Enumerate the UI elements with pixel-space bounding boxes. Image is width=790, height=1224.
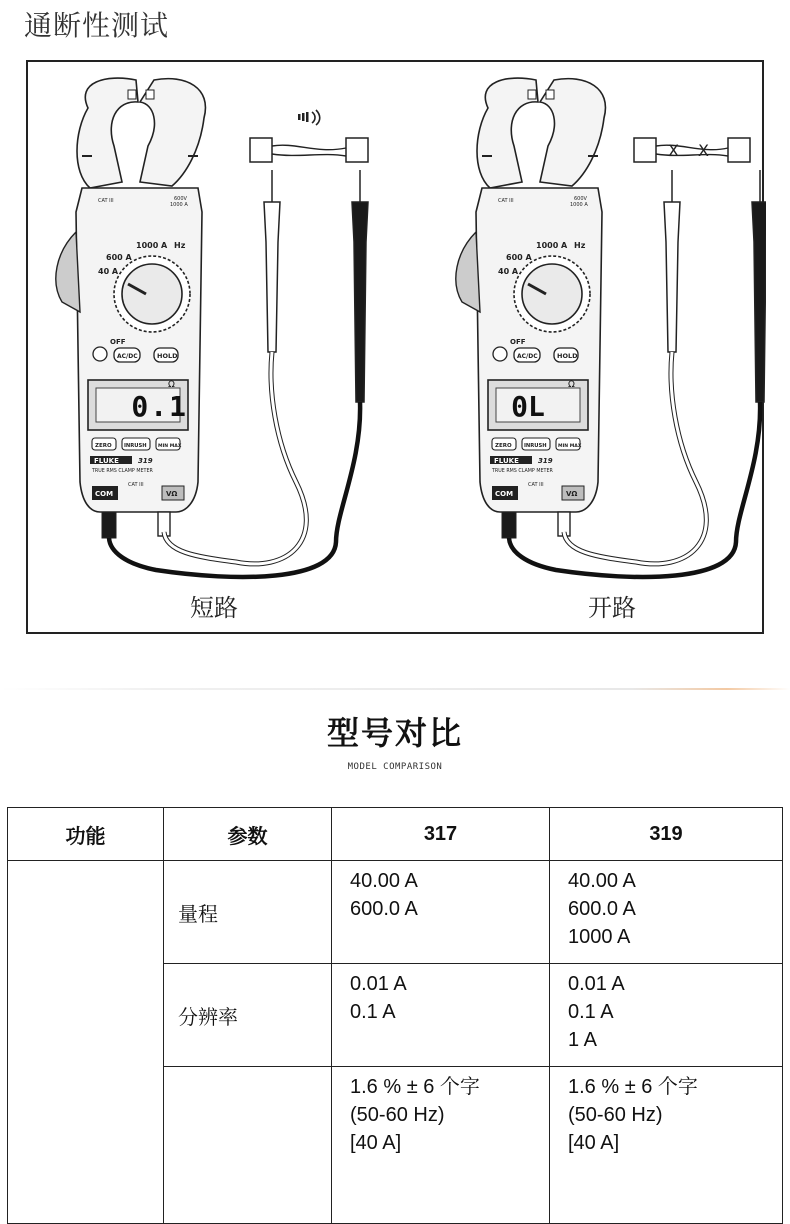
- function-cell: [8, 861, 164, 1224]
- value-line: 1000 A: [568, 926, 631, 948]
- lcd-unit-right: Ω: [568, 380, 575, 390]
- caption-open-circuit: 开路: [588, 594, 636, 622]
- value-line: 1.6 % ± 6 个字: [568, 1076, 698, 1098]
- continuity-diagram: [26, 60, 764, 634]
- value-line: 600.0 A: [568, 898, 636, 920]
- value-319-cell: [550, 1067, 783, 1224]
- param-cell: 量程: [164, 861, 332, 964]
- value-319-cell: [550, 861, 783, 964]
- value-317-cell: [332, 1067, 550, 1224]
- value-line: 0.01 A: [568, 973, 625, 995]
- section-title: 通断性测试: [24, 9, 170, 42]
- value-line: 0.1 A: [350, 1001, 396, 1023]
- value-line: (50-60 Hz): [350, 1104, 445, 1126]
- param-cell: 分辨率: [164, 964, 332, 1067]
- value-line: 1.6 % ± 6 个字: [350, 1076, 480, 1098]
- value-line: 0.01 A: [350, 973, 407, 995]
- lcd-reading-left: 0.1: [131, 390, 188, 423]
- value-line: [40 A]: [350, 1132, 402, 1154]
- value-line: 40.00 A: [350, 870, 418, 892]
- param-cell: [164, 1067, 332, 1224]
- value-317-cell: [332, 964, 550, 1067]
- value-317-cell: [332, 861, 550, 964]
- value-line: 40.00 A: [568, 870, 636, 892]
- header-parameter: 参数: [164, 808, 332, 861]
- comparison-title: 型号对比: [326, 714, 463, 752]
- header-function: 功能: [8, 808, 164, 861]
- value-319-cell: [550, 964, 783, 1067]
- header-317: 317: [332, 808, 550, 861]
- svg-text:X: X: [668, 141, 679, 160]
- comparison-subtitle: MODEL COMPARISON: [347, 762, 443, 772]
- header-319: 319: [550, 808, 783, 861]
- svg-text:X: X: [698, 141, 709, 160]
- caption-short-circuit: 短路: [190, 594, 238, 622]
- value-line: [40 A]: [568, 1132, 620, 1154]
- value-line: 1 A: [568, 1029, 597, 1051]
- diagram-svg: [28, 62, 766, 636]
- section-divider: [0, 688, 790, 690]
- comparison-table: [7, 807, 783, 1224]
- value-line: 600.0 A: [350, 898, 418, 920]
- lcd-reading-right: 0L: [511, 390, 545, 423]
- value-line: (50-60 Hz): [568, 1104, 663, 1126]
- lcd-unit-left: Ω: [168, 380, 175, 390]
- table-header-row: [8, 808, 783, 861]
- value-line: 0.1 A: [568, 1001, 614, 1023]
- table-row: [8, 861, 783, 964]
- beeper-icon: [298, 110, 320, 125]
